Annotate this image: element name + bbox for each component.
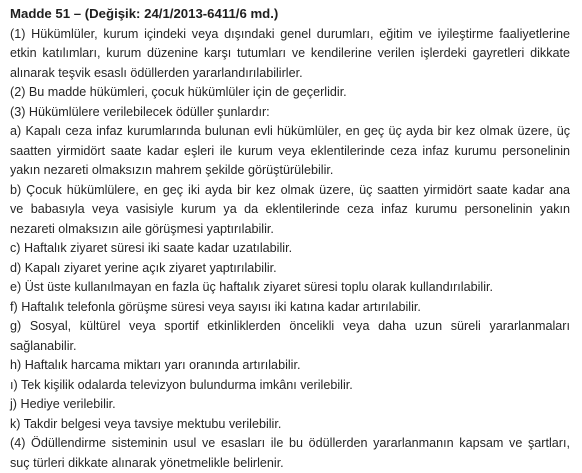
paragraph-clause-j xyxy=(10,395,570,415)
paragraph-line: f) Haftalık telefonla görüşme süresi veya sayısı iki katına kadar artırılabilir. xyxy=(10,298,570,318)
paragraph-line: etkin katılımları, kurum düzenine karşı tutumları ve kendilerine verilen işlerdeki gayretleri dikkate xyxy=(10,44,570,64)
paragraph-line: (1) Hükümlüler, kurum içindeki veya dışındaki genel durumları, eğitim ve iyileştirme faaliyetlerine xyxy=(10,25,570,45)
paragraph-clause-3-intro xyxy=(10,103,570,123)
paragraph-clause-f xyxy=(10,298,570,318)
paragraph-line: yakın nezareti olmaksızın mahrem şekilde görüştürülebilir. xyxy=(10,161,570,181)
paragraph-clause-i xyxy=(10,376,570,396)
document-body xyxy=(10,4,570,473)
paragraph-clause-4 xyxy=(10,434,570,473)
paragraph-clause-d xyxy=(10,259,570,279)
paragraph-clause-k xyxy=(10,415,570,435)
paragraph-line: (3) Hükümlülere verilebilecek ödüller şunlardır: xyxy=(10,103,570,123)
paragraph-line: nezareti olmaksızın aile görüşmesi yaptırılabilir. xyxy=(10,220,570,240)
paragraph-clause-g xyxy=(10,317,570,356)
paragraph-line: sağlanabilir. xyxy=(10,337,570,357)
paragraph-line: c) Haftalık ziyaret süresi iki saate kadar uzatılabilir. xyxy=(10,239,570,259)
paragraph-clause-b xyxy=(10,181,570,240)
paragraph-line: e) Üst üste kullanılmayan en fazla üç haftalık ziyaret süresi toplu olarak kullandırılabilir. xyxy=(10,278,570,298)
paragraph-line: g) Sosyal, kültürel veya sportif etkinliklerden öncelikli veya daha uzun süreli yararlanmaları xyxy=(10,317,570,337)
paragraph-clause-2 xyxy=(10,83,570,103)
paragraph-line: (4) Ödüllendirme sisteminin usul ve esasları ile bu ödüllerden yararlanmanın kapsam ve şartları, xyxy=(10,434,570,454)
paragraph-line: alınarak teşvik esaslı ödüllerden yararlandırılabilirler. xyxy=(10,64,570,84)
paragraph-clause-h xyxy=(10,356,570,376)
paragraph-line: d) Kapalı ziyaret yerine açık ziyaret yaptırılabilir. xyxy=(10,259,570,279)
paragraph-line: b) Çocuk hükümlülere, en geç iki ayda bir kez olmak üzere, üç saatten yirmidört saate kadar ana xyxy=(10,181,570,201)
paragraph-line: (2) Bu madde hükümleri, çocuk hükümlüler için de geçerlidir. xyxy=(10,83,570,103)
paragraph-clause-c xyxy=(10,239,570,259)
paragraph-line: ve babasıyla veya vasisiyle kurum ya da eklentilerinde ceza infaz kurumu personelinin yakın xyxy=(10,200,570,220)
article-paragraphs xyxy=(10,25,570,473)
paragraph-line: ı) Tek kişilik odalarda televizyon bulundurma imkânı verilebilir. xyxy=(10,376,570,396)
paragraph-line: saatten yirmidört saate kadar eşleri ile kurum veya eklentilerinde ceza infaz kurumu personelinin xyxy=(10,142,570,162)
paragraph-line: j) Hediye verilebilir. xyxy=(10,395,570,415)
paragraph-clause-a xyxy=(10,122,570,181)
paragraph-line: suç türleri dikkate alınarak yönetmelikle belirlenir. xyxy=(10,454,570,473)
article-title: Madde 51 – (Değişik: 24/1/2013-6411/6 md.) xyxy=(10,4,570,25)
paragraph-clause-e xyxy=(10,278,570,298)
paragraph-line: a) Kapalı ceza infaz kurumlarında bulunan evli hükümlüler, en geç üç ayda bir kez olmak üzere, üç xyxy=(10,122,570,142)
paragraph-line: k) Takdir belgesi veya tavsiye mektubu verilebilir. xyxy=(10,415,570,435)
paragraph-clause-1 xyxy=(10,25,570,84)
paragraph-line: h) Haftalık harcama miktarı yarı oranında artırılabilir. xyxy=(10,356,570,376)
